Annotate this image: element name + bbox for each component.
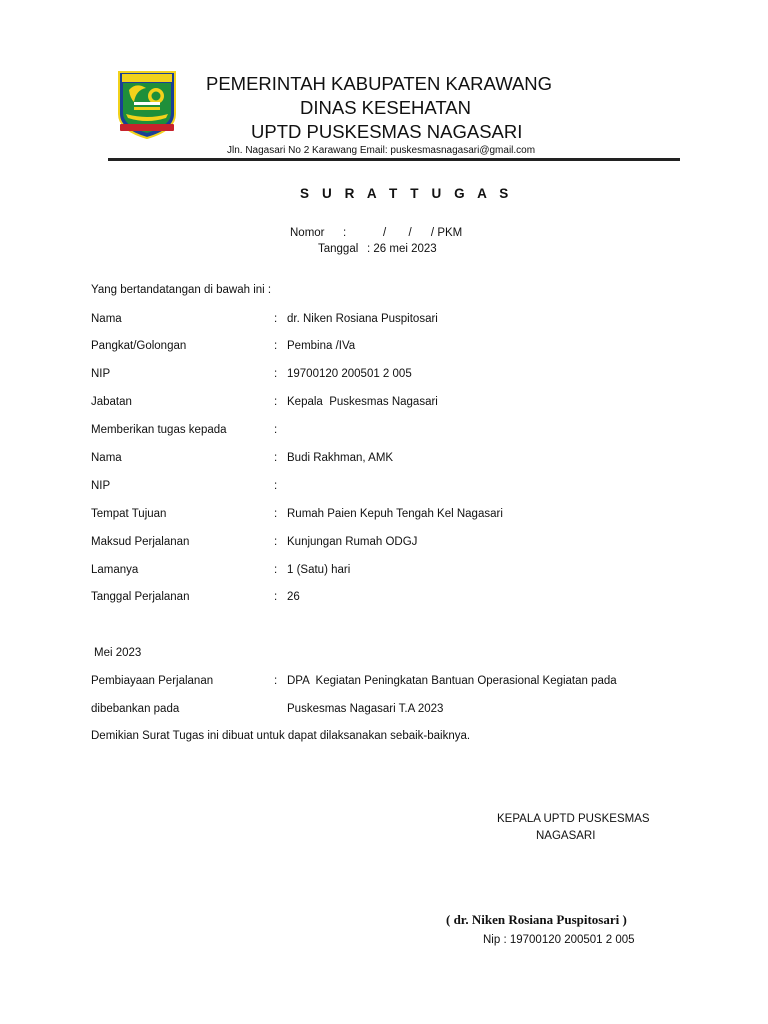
field-colon: :: [274, 564, 278, 576]
funding-value: DPA Kegiatan Peningkatan Bantuan Operasional Kegiatan pada: [287, 675, 617, 687]
field-colon: :: [274, 480, 278, 492]
field-label: Jabatan: [91, 396, 132, 408]
signer-role-line2: NAGASARI: [536, 830, 596, 842]
signer-name: ( dr. Niken Rosiana Puspitosari ): [446, 912, 627, 927]
intro-text: Yang bertandatangan di bawah ini :: [91, 284, 272, 296]
field-label: NIP: [91, 368, 111, 380]
field-colon: :: [274, 536, 278, 548]
tanggal-label: Tanggal: [318, 243, 359, 255]
funding-label: Pembiayaan Perjalanan: [91, 675, 214, 687]
field-label: Memberikan tugas kepada: [91, 424, 227, 436]
month-year-text: Mei 2023: [94, 647, 142, 659]
field-value: 19700120 200501 2 005: [287, 368, 412, 380]
field-colon: :: [274, 424, 278, 436]
field-label: Nama: [91, 452, 122, 464]
field-value: dr. Niken Rosiana Puspitosari: [287, 313, 438, 325]
field-colon: :: [274, 452, 278, 464]
nomor-colon: :: [343, 227, 347, 239]
field-value: Pembina /IVa: [287, 340, 356, 352]
field-label: Tanggal Perjalanan: [91, 591, 190, 603]
field-label: Maksud Perjalanan: [91, 536, 190, 548]
field-value: 1 (Satu) hari: [287, 564, 351, 576]
closing-text: Demikian Surat Tugas ini dibuat untuk dapat dilaksanakan sebaik-baiknya.: [91, 730, 471, 742]
funding-colon: :: [274, 675, 278, 687]
signer-nip: Nip : 19700120 200501 2 005: [483, 934, 635, 946]
nomor-value: / / / PKM: [383, 227, 463, 239]
header-address: Jln. Nagasari No 2 Karawang Email: puskesmasnagasari@gmail.com: [227, 145, 536, 156]
document-title: S U R A T T U G A S: [300, 186, 513, 201]
field-label: NIP: [91, 480, 111, 492]
field-colon: :: [274, 508, 278, 520]
header-office-name: UPTD PUSKESMAS NAGASARI: [251, 121, 523, 142]
karawang-emblem-logo: [116, 68, 178, 140]
field-value: Rumah Paien Kepuh Tengah Kel Nagasari: [287, 508, 503, 520]
header-government-name: PEMERINTAH KABUPATEN KARAWANG: [206, 73, 553, 94]
field-colon: :: [274, 368, 278, 380]
header-department-name: DINAS KESEHATAN: [300, 97, 471, 118]
field-label: Nama: [91, 313, 122, 325]
field-value: Kunjungan Rumah ODGJ: [287, 536, 418, 548]
field-label: Lamanya: [91, 564, 139, 576]
field-value: 26: [287, 591, 300, 603]
field-colon: :: [274, 313, 278, 325]
nomor-label: Nomor: [290, 227, 325, 239]
field-value: Budi Rakhman, AMK: [287, 452, 394, 464]
field-label: Tempat Tujuan: [91, 508, 167, 520]
header-divider: [108, 158, 680, 161]
tanggal-value: : 26 mei 2023: [367, 243, 437, 255]
charged-to-label: dibebankan pada: [91, 703, 180, 715]
field-value: Kepala Puskesmas Nagasari: [287, 396, 438, 408]
charged-to-value: Puskesmas Nagasari T.A 2023: [287, 703, 444, 715]
field-colon: :: [274, 340, 278, 352]
field-colon: :: [274, 591, 278, 603]
field-label: Pangkat/Golongan: [91, 340, 187, 352]
field-colon: :: [274, 396, 278, 408]
signer-role-line1: KEPALA UPTD PUSKESMAS: [497, 813, 650, 825]
